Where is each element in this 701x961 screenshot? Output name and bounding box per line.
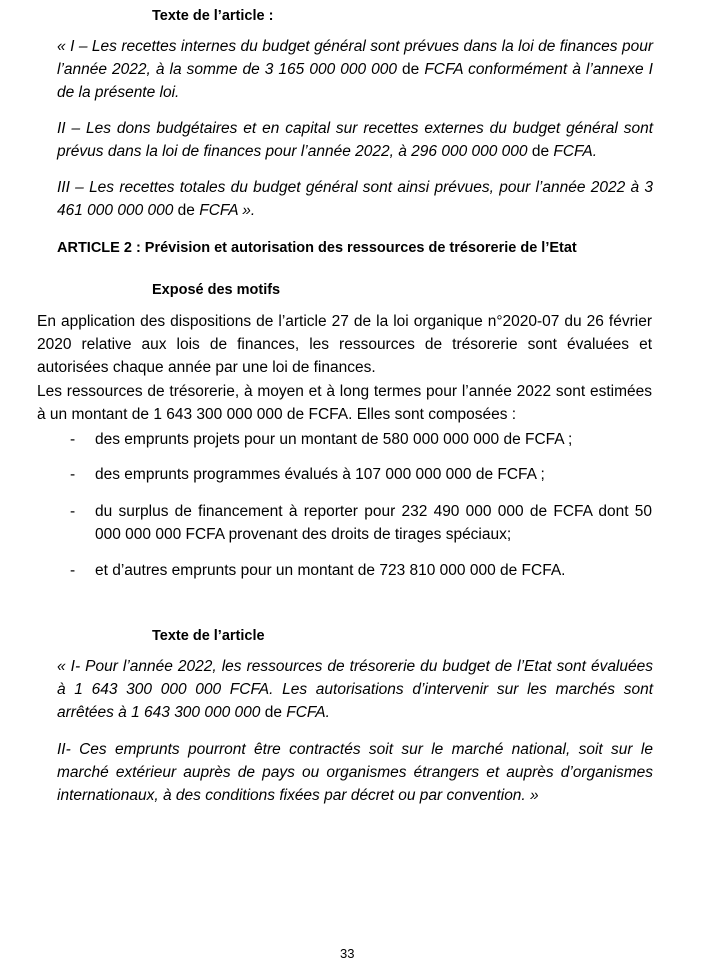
article-paragraph-i	[57, 35, 653, 104]
connector-text: de	[173, 202, 200, 219]
article-2-title: ARTICLE 2 : Prévision et autorisation des ressources de trésorerie de l’Etat	[57, 240, 577, 256]
motifs-paragraph-2: Les ressources de trésorerie, à moyen et à long termes pour l’année 2022 sont estimées à un montant de 1 643 300 000 000 de FCFA. Elles sont composées :	[37, 383, 652, 423]
article-paragraph-ii	[57, 117, 653, 163]
bullet-marker: -	[70, 562, 76, 579]
paragraph-text-tail: FCFA.	[286, 704, 330, 721]
connector-text: de	[397, 61, 425, 78]
motifs-paragraph-1: En application des dispositions de l’article 27 de la loi organique n°2020-07 du 26 février 2020 relative aux lois de finances, les ressources de trésorerie sont évaluées et autorisées chaque année par une loi de finances.	[37, 313, 652, 376]
page-number: 33	[340, 946, 355, 961]
section-heading-texte-2: Texte de l’article	[152, 628, 265, 644]
motifs-heading: Exposé des motifs	[152, 282, 281, 298]
list-item: du surplus de financement à reporter pour 232 490 000 000 de FCFA dont 50 000 000 000 FCFA provenant des droits de tirages spéciaux;	[95, 503, 652, 543]
section-heading-texte: Texte de l’article :	[152, 8, 274, 24]
connector-text: de	[260, 704, 287, 721]
bullet-marker: -	[70, 431, 76, 448]
connector-text: de	[527, 143, 554, 160]
bullet-marker: -	[70, 466, 76, 483]
paragraph-text-tail: FCFA.	[553, 143, 598, 160]
list-item: et d’autres emprunts pour un montant de 723 810 000 000 de FCFA.	[95, 562, 566, 579]
article-paragraph-ii-2: II- Ces emprunts pourront être contractés soit sur le marché national, soit sur le marché extérieur auprès de pays ou organismes étrangers et auprès d’organismes internationaux, à des conditions fixées par décret ou par convention. »	[57, 741, 653, 804]
paragraph-text-tail: FCFA conformément à l’annexe I de la présente loi.	[57, 61, 653, 101]
paragraph-text-tail: FCFA ».	[199, 202, 256, 219]
article-paragraph-iii	[57, 176, 653, 222]
list-item: des emprunts programmes évalués à 107 000 000 000 de FCFA ;	[95, 466, 545, 483]
paragraph-text: « I- Pour l’année 2022, les ressources de trésorerie du budget de l’Etat sont évaluées à 1 643 300 000 000 FCFA. Les autorisations d’intervenir sur les marchés sont arrêtées à 1 643 300 000 000	[57, 658, 653, 721]
paragraph-text: III – Les recettes totales du budget général sont ainsi prévues, pour l’année 2022 à 3 461 000 000 000	[57, 179, 653, 219]
article-paragraph-i-2	[57, 655, 653, 724]
bullet-marker: -	[70, 503, 76, 520]
paragraph-text: « I – Les recettes internes du budget général sont prévues dans la loi de finances pour l’année 2022, à la somme de 3 165 000 000 000	[57, 38, 653, 78]
list-item: des emprunts projets pour un montant de 580 000 000 000 de FCFA ;	[95, 431, 573, 448]
paragraph-text: II – Les dons budgétaires et en capital sur recettes externes du budget général sont prévus dans la loi de finances pour l’année 2022, à 296 000 000 000	[57, 120, 653, 160]
